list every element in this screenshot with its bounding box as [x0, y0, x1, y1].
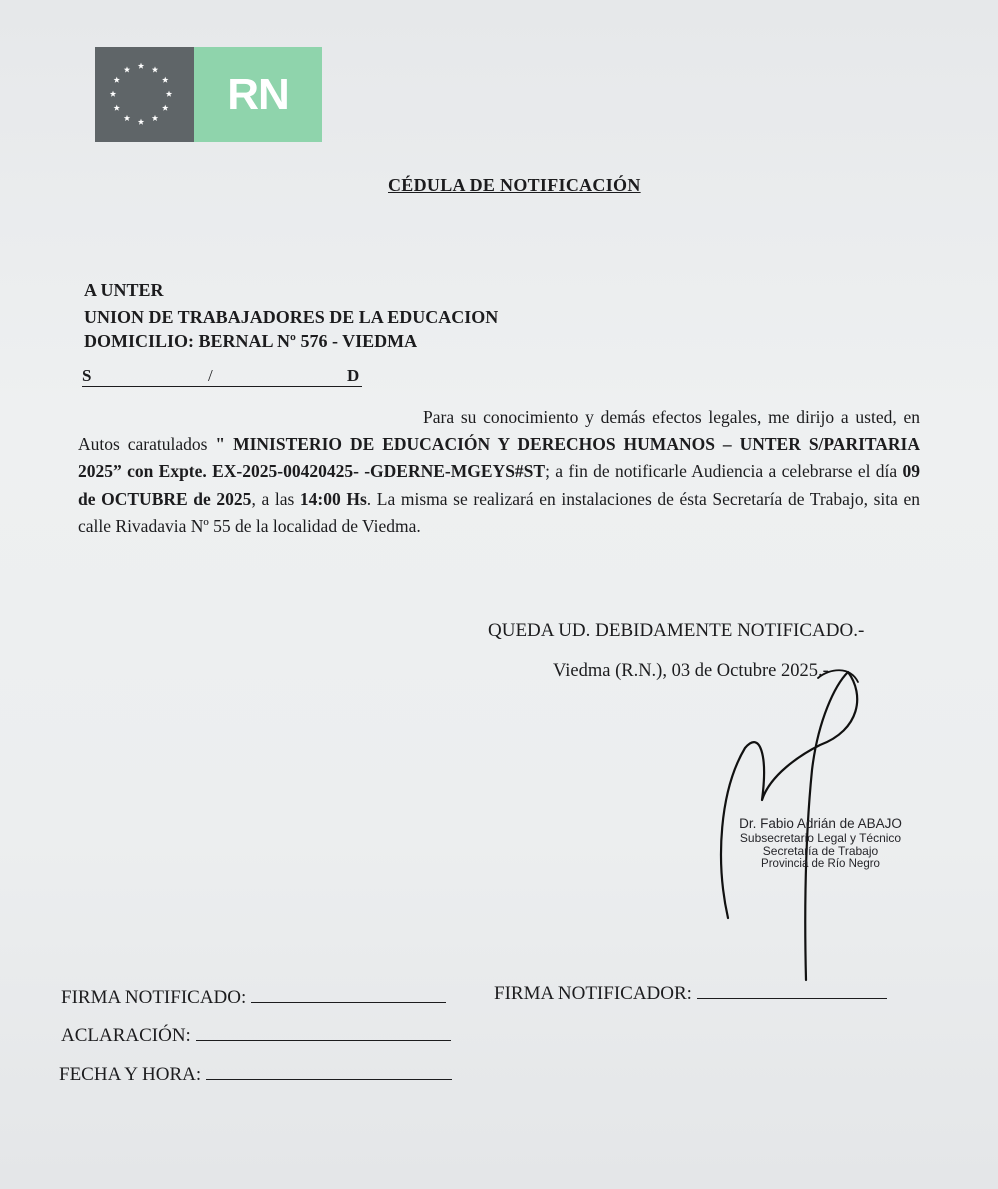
stamp-name: Dr. Fabio Adrián de ABAJO [739, 816, 902, 831]
rn-logo [95, 47, 322, 142]
sd-s: S [82, 366, 92, 385]
expte-number: EX-2025-00420425- -GDERNE-MGEYS#ST [212, 461, 546, 482]
logo-text: RN [227, 69, 289, 119]
logo-star [110, 91, 116, 97]
sd-underline [82, 366, 362, 387]
firma-notificado-label: FIRMA NOTIFICADO: [61, 987, 247, 1008]
recipient-line-2: UNION DE TRABAJADORES DE LA EDUCACION [84, 307, 499, 327]
stamp-office: Secretaría de Trabajo [762, 844, 879, 858]
fecha-hora-field [59, 1064, 452, 1086]
official-stamp [708, 816, 933, 871]
logo-star [166, 91, 172, 97]
firma-notificador-field [494, 983, 887, 1005]
recipient-line-3: DOMICILIO: BERNAL Nº 576 - VIEDMA [84, 331, 418, 351]
fecha-hora-line[interactable] [206, 1065, 452, 1080]
case-title: " MINISTERIO DE EDUCACIÓN Y DERECHOS HUMANOS – UNTER S/PARITARIA 2025” [78, 434, 920, 482]
aclaracion-label: ACLARACIÓN: [61, 1025, 191, 1046]
hearing-date: 09 de OCTUBRE de 2025 [78, 461, 920, 509]
logo-star [152, 66, 158, 72]
sd-slash: / [208, 366, 213, 385]
firma-notificador-label: FIRMA NOTIFICADOR: [494, 983, 692, 1004]
logo-star [162, 77, 168, 83]
firma-notificado-field [61, 987, 446, 1009]
body-p5: . La misma se realizará en instalaciones de ésta Secretaría de Trabajo, sita en calle Rivadavia Nº 55 de la localidad de Viedma. [78, 488, 921, 536]
logo-star [138, 63, 144, 69]
place-date: Viedma (R.N.), 03 de Octubre 2025.- [553, 661, 829, 681]
sd-d: D [347, 366, 360, 385]
firma-notificado-line[interactable] [251, 988, 446, 1003]
document-title: CÉDULA DE NOTIFICACIÓN [388, 175, 641, 195]
fecha-hora-label: FECHA Y HORA: [59, 1064, 202, 1085]
logo-star [114, 77, 120, 83]
logo-star [152, 115, 158, 121]
logo-text-panel [194, 47, 322, 142]
logo-star-panel [95, 47, 194, 142]
closing-statement: QUEDA UD. DEBIDAMENTE NOTIFICADO.- [488, 620, 865, 641]
stamp-role: Subsecretario Legal y Técnico [739, 831, 902, 845]
body-paragraph [78, 404, 920, 540]
logo-star [124, 66, 130, 72]
logo-star [138, 119, 144, 125]
firma-notificador-line[interactable] [697, 984, 887, 999]
stamp-province: Provincia de Río Negro [761, 858, 880, 870]
logo-star [114, 105, 120, 111]
body-p3: ; a fin de notificarle Audiencia a celebrarse el día [545, 461, 903, 482]
body-p2: con Expte. [121, 461, 213, 482]
logo-star [124, 115, 130, 121]
recipient-line-1: A UNTER [84, 280, 164, 300]
hearing-time: 14:00 Hs [299, 488, 367, 509]
logo-star [162, 105, 168, 111]
body-p4: , a las [251, 488, 300, 509]
aclaracion-field [61, 1025, 451, 1047]
star-ring-icon [95, 47, 194, 142]
body-p1: Para su conocimiento y demás efectos legales, me dirijo a usted, en Autos caratulados [78, 407, 920, 455]
aclaracion-line[interactable] [196, 1026, 451, 1041]
